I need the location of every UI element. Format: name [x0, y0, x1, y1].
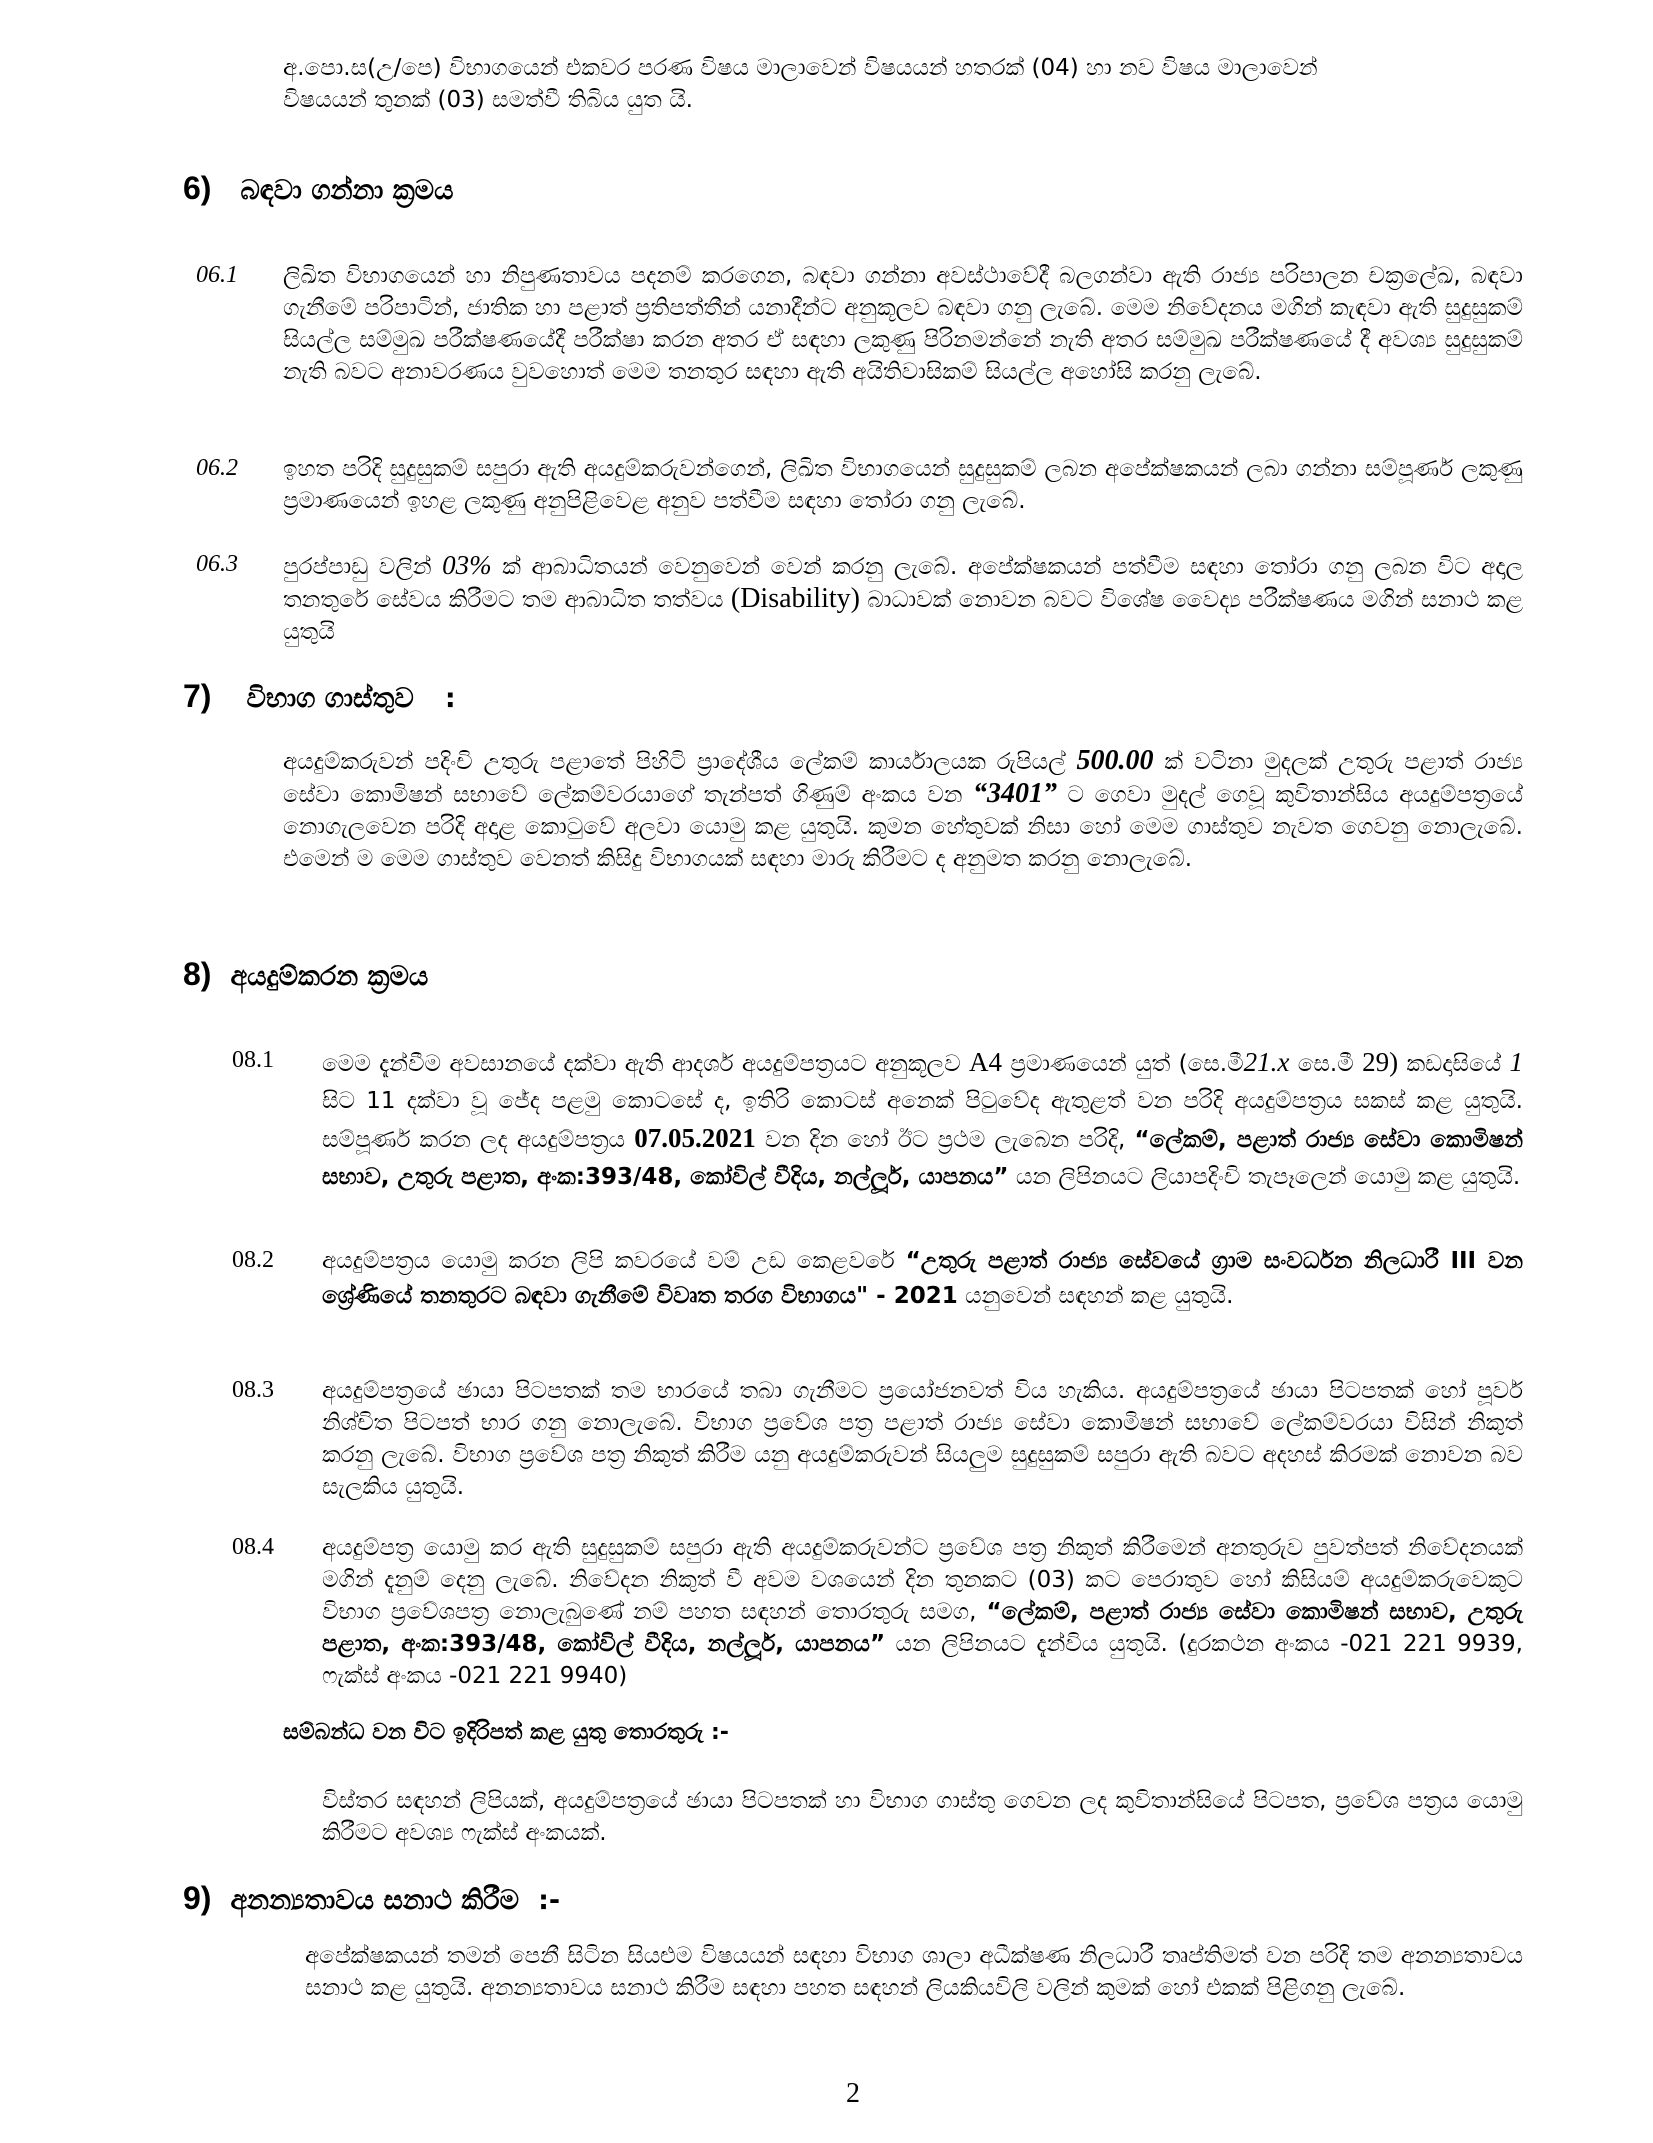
section-6-title: බඳවා ගන්නා ක්‍රමය [240, 175, 454, 206]
section-8-number: 8) [183, 956, 212, 992]
account-number: “3401” [973, 778, 1057, 809]
section-9-text: අපේක්ෂකයන් තමන් පෙනී සිටින සියළුම විෂයයන් සඳහා විභාග ශාලා අධීක්ෂණ නිලධාරී තෘප්තිමත් වන පරිදි තම අනන්‍යතාවය සනාථ කළ යුතුයි. අනන්‍යතාවය සනාථ කිරීම සඳහා පහත සඳහන් ලියකියවිලි වලින් කුමක් හෝ එකක් පිළිගනු ලැබේ. [305, 1943, 1523, 2001]
para-08-2-number: 08.2 [232, 1247, 274, 1273]
para-06-1-number: 06.1 [196, 262, 238, 288]
para-08-1-number: 08.1 [232, 1047, 274, 1073]
section-7-colon: : [444, 683, 456, 714]
para-08-2-text: අයදුම්පත්‍රය යොමු කරන ලිපි කවරයේ වම් උඩ කෙළවරේ “උතුරු පළාත් රාජ්‍ය සේවයේ ග්‍රාම සංවර්ධන නිලධාරී III වන ශ්‍රේණියේ තනතුරට බඳවා ගැනීමේ විවෘත තරග විභාගය" - 2021 යනුවෙන් සඳහන් කළ යුතුයි. [322, 1248, 1523, 1309]
para-06-2 [283, 453, 1523, 517]
section-9-heading [183, 1880, 560, 1917]
para-06-2-text: ඉහත පරිදි සුදුසුකම් සපුරා ඇති අයදුම්කරුවන්ගෙන්, ලිඛිත විභාගයෙන් සුදුසුකම් ලබන අපේක්ෂකයන් ලබා ගන්නා සම්පූර්ණ ලකුණු ප්‍රමාණයෙන් ඉහළ ලකුණු අනුපිළිවෙළ අනුව පත්වීම සඳහා තෝරා ගනු ලැබේ. [283, 456, 1523, 514]
section-9-title: අනන්‍යතාවය සනාථ කිරීම [230, 1885, 520, 1916]
address-1: “ලේකම්, පළාත් රාජ්‍ය සේවා කොමිෂන් සභාව, උතුරු පළාත, අංක:393/48, කෝවිල් වීදිය, නල්ලූර්, යාපනය” [322, 1127, 1523, 1190]
section-6-heading [183, 170, 454, 207]
section-8-heading [183, 956, 428, 993]
para-08-1-text: මෙම දැන්වීම අවසානයේ දක්වා ඇති ආදර්ශ අයදුම්පත්‍රයට අනුකූලව A4 ප්‍රමාණයෙන් යුත් (සෙ.මී21.x සෙ.මී 29) කඩදාසියේ 1 සිට 11 දක්වා වූ ජේද පළමු කොටසේ ද, ඉතිරි කොටස් අනෙක් පිටුවේද ඇතුළත් වන පරිදි අයදුම්පත්‍රය සකස් කළ යුතුයි. සම්පූර්ණ කරන ලද අයදුම්පත්‍රය 07.05.2021 වන දින හෝ ඊට ප්‍රථම ලැබෙන පරිදි, “ලේකම්, පළාත් රාජ්‍ය සේවා කොමිෂන් සභාව, උතුරු පළාත, අංක:393/48, කෝවිල් වීදිය, නල්ලූර්, යාපනය” යන ලිපිනයට ලියාපදිංචි තැපෑලෙන් යොමු කළ යුතුයි. [322, 1047, 1523, 1190]
para-08-4-text: අයදුම්පත්‍ර යොමු කර ඇති සුදුසුකම් සපුරා ඇති අයදුම්කරුවන්ට ප්‍රවේශ පත්‍ර නිකුත් කිරීමෙන් අනතුරුව පුවත්පත් නිවේදනයක් මගින් දැනුම් දෙනු ලැබේ. නිවේදන නිකුත් වී අවම වශයෙන් දින තුනකට (03) කට පෙරාතුව හෝ කිසියම් අයදුම්කරුවෙකුට විභාග ප්‍රවේශපත්‍ර නොලැබුණේ නම් පහත සඳහන් තොරතුරු සමග, “ලේකම්, පළාත් රාජ්‍ය සේවා කොමිෂන් සභාව, උතුරු පළාත, අංක:393/48, කෝවිල් වීදිය, නල්ලූර්, යාපනය” යන ලිපිනයට දැන්විය යුතුයි. (දුරකථන අංකය -021 221 9939, ෆැක්ස් අංකය -021 221 9940) [322, 1535, 1523, 1689]
para-08-4 [322, 1532, 1523, 1692]
para-06-1 [283, 260, 1523, 388]
para-08-4-number: 08.4 [232, 1534, 274, 1560]
para-06-3-number: 06.3 [196, 551, 238, 577]
info-block [322, 1785, 1523, 1849]
section-9-colon: :- [538, 1885, 561, 1916]
closing-date: 07.05.2021 [634, 1123, 756, 1153]
section-7-number: 7) [183, 678, 212, 714]
section-7-text: අයදුම්කරුවන් පදිංචි උතුරු පළාතේ පිහිටි ප්‍රාදේශීය ලේකම් කාර්යාලයක රුපියල් 500.00 ක් වටිනා මුදලක් උතුරු පළාත් රාජ්‍ය සේවා කොමිෂන් සභාවේ ලේකම්වරයාගේ තැන්පත් ගිණුම් අංකය වන “3401” ට ගෙවා මුදල් ගෙවූ කුවිතාන්සිය අයදුම්පත්‍රයේ නොගැලවෙන පරිදි අදාළ කොටුවේ අලවා යොමු කළ යුතුයි. කුමන හේතුවක් නිසා හෝ මෙම ගාස්තුව නැවත ගෙවනු නොලැබේ. එමෙන් ම මෙම ගාස්තුව වෙනත් කිසිදු විභාගයක් සඳහා මාරු කිරීමට ද අනුමත කරනු නොලැබේ. [283, 745, 1523, 872]
info-subheading: සම්බන්ධ වන විට ඉදිරිපත් කළ යුතු තොරතුරු :- [283, 1720, 729, 1745]
page-number: 2 [846, 2078, 860, 2109]
para-08-2 [322, 1244, 1523, 1314]
para-06-2-number: 06.2 [196, 455, 238, 481]
para-08-3-text: අයදුම්පත්‍රයේ ඡායා පිටපතක් තම භාරයේ තබා ගැනීමට ප්‍රයෝජනවත් විය හැකිය. අයදුම්පත්‍රයේ ඡායා පිටපතක් හෝ පූර්ව නිශ්චිත පිටපත් භාර ගනු නොලැබේ. විභාග ප්‍රවේශ පත්‍ර පළාත් රාජ්‍ය සේවා කොමිෂන් සභාවේ ලේකම්වරයා විසින් නිකුත් කරනු ලැබේ. විභාග ප්‍රවේශ පත්‍ර නිකුත් කිරීම යනු අයදුම්කරුවන් සියලුම සුදුසුකම් සපුරා ඇති බවට අදහස් කිරමක් නොවන බව සැලකිය යුතුයි. [322, 1378, 1523, 1500]
intro-block [283, 52, 1523, 116]
address-2: “ලේකම්, පළාත් රාජ්‍ය සේවා කොමිෂන් සභාව, උතුරු පළාත, අංක:393/48, කෝවිල් වීදිය, නල්ලූර්, යාපනය” [322, 1599, 1523, 1657]
section-9-body [305, 1940, 1523, 2004]
section-6-number: 6) [183, 170, 212, 206]
para-08-3 [322, 1375, 1523, 1503]
para-06-3 [283, 549, 1523, 648]
intro-line-2: විෂයයන් තුනක් (03) සමත්වී තිබිය යුත යි. [283, 87, 693, 113]
section-7-body [283, 745, 1523, 875]
para-06-3-text: පුරප්පාඩු වලින් 03% ක් ආබාධිතයන් වෙනුවෙන් වෙන් කරනු ලැබේ. අපේක්ෂකයන් පත්වීම සඳහා තෝරා ගනු ලබන විට අදාල තනතුරේ සේවය කිරීමට තම ආබාධිත තත්වය (Disability) බාධාවක් නොවන බවට විශේෂ වෛද්‍ය පරීක්ෂණය මගින් සනාථ කළ යුතුයි [283, 550, 1523, 645]
section-7-heading [183, 678, 456, 715]
section-7-title: විභාග ගාස්තුව [246, 683, 414, 714]
fee-amount: 500.00 [1076, 745, 1154, 776]
para-08-1 [322, 1044, 1523, 1196]
section-9-number: 9) [183, 1880, 212, 1916]
intro-line-1: අ.පො.ස(උ/පෙ) විභාගයෙන් එකවර පරණ විෂය මාලාවෙන් විෂයයන් හතරක් (04) හා නව විෂය මාලාවෙන් [283, 55, 1318, 81]
section-8-title: අයදුම්කරන ක්‍රමය [230, 961, 429, 992]
exam-title: “උතුරු පළාත් රාජ්‍ය සේවයේ ග්‍රාම සංවර්ධන නිලධාරී III වන ශ්‍රේණියේ තනතුරට බඳවා ගැනීමේ විවෘත තරග විභාගය" - 2021 [322, 1248, 1523, 1309]
para-08-3-number: 08.3 [232, 1377, 274, 1403]
info-text: විස්තර සඳහන් ලිපියක්, අයදුම්පත්‍රයේ ඡායා පිටපතක් හා විභාග ගාස්තු ගෙවන ලද කුවිතාන්සියේ පිටපත, ප්‍රවේශ පත්‍රය යොමු කිරීමට අවශ්‍ය ෆැක්ස් අංකයක්. [322, 1788, 1523, 1846]
para-06-1-text: ලිඛිත විභාගයෙන් හා නිපුණතාවය පදනම් කරගෙන, බඳවා ගන්නා අවස්ථාවේදී බලගන්වා ඇති රාජ්‍ය පරිපාලන චක්‍රලේඛ, බඳවා ගැනීමේ පරිපාටින්, ජාතික හා පළාත් ප්‍රතිපත්තීන් යනාදීන්ට අනුකූලව බඳවා ගනු ලැබේ. මෙම නිවේදනය මගින් කැඳවා ඇති සුදුසුකම් සියල්ල සම්මුඛ පරීක්ෂණයේදී පරීක්ෂා කරන අතර ඒ සඳහා ලකුණු පිරිනමන්නේ නැති අතර සම්මුඛ පරීක්ෂණයේ දී අවශ්‍ය සුදුසුකම් නැති බවට අනාවරණය වුවහොත් මෙම තනතුර සඳහා ඇති අයිතිවාසිකම් සියල්ල අහෝසි කරනු ලැබේ. [283, 263, 1523, 385]
